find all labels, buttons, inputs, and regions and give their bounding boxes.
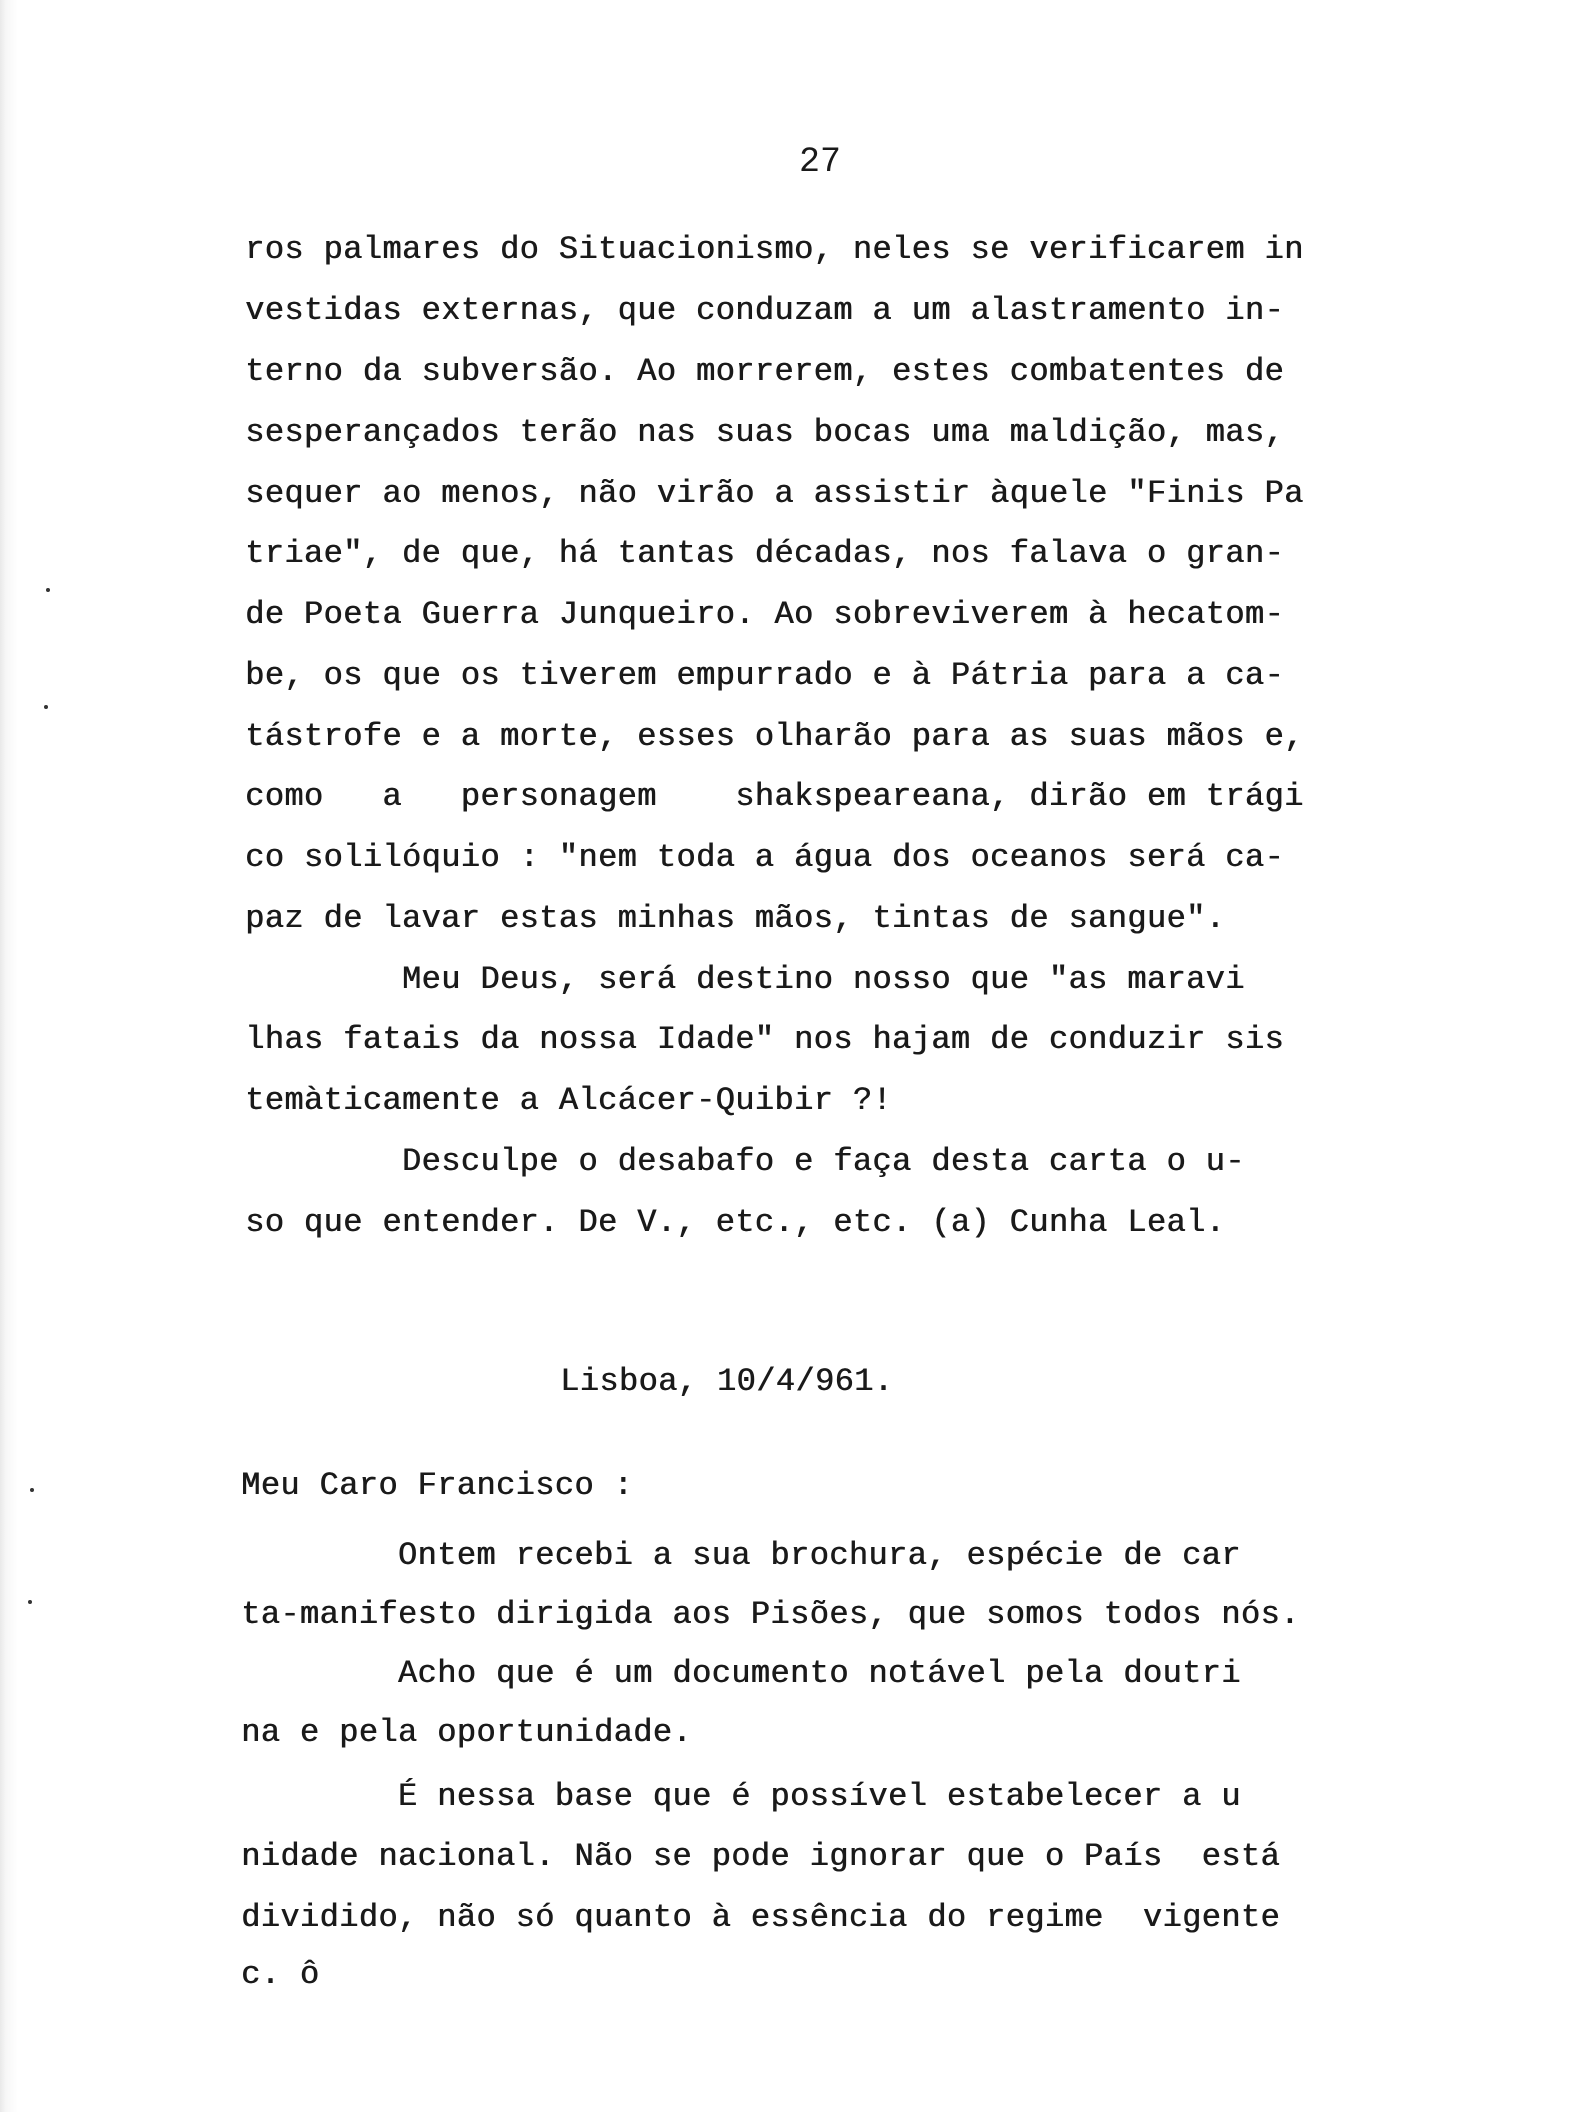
text-line: Ontem recebi a sua brochura, espécie de car: [241, 1537, 1241, 1574]
text-line: tástrofe e a morte, esses olharão para as suas mãos e,: [245, 718, 1304, 755]
scan-speck: [30, 1488, 34, 1492]
scan-speck: [46, 588, 50, 592]
letter-salutation: Meu Caro Francisco :: [241, 1467, 634, 1504]
page-number: 27: [798, 142, 841, 182]
text-line: be, os que os tiverem empurrado e à Pátria para a ca-: [245, 657, 1284, 694]
text-line: sequer ao menos, não virão a assistir àquele "Finis Pa: [245, 475, 1304, 512]
text-line: ros palmares do Situacionismo, neles se verificarem in: [245, 231, 1304, 268]
text-line: Desculpe o desabafo e faça desta carta o u-: [245, 1143, 1245, 1180]
text-line: triae", de que, há tantas décadas, nos falava o gran-: [245, 535, 1284, 572]
text-line: lhas fatais da nossa Idade" nos hajam de conduzir sis: [245, 1021, 1284, 1058]
text-line: nidade nacional. Não se pode ignorar que o País está: [241, 1838, 1280, 1875]
text-line: so que entender. De V., etc., etc. (a) Cunha Leal.: [245, 1204, 1226, 1241]
text-line: como a personagem shakspeareana, dirão em trági: [245, 778, 1304, 815]
text-line: terno da subversão. Ao morrerem, estes combatentes de: [245, 353, 1284, 390]
text-line: c. ô: [241, 1956, 320, 1993]
text-line: sesperançados terão nas suas bocas uma maldição, mas,: [245, 414, 1284, 451]
text-line: temàticamente a Alcácer-Quibir ?!: [245, 1082, 892, 1119]
text-line: paz de lavar estas minhas mãos, tintas de sangue".: [245, 900, 1226, 937]
text-line: É nessa base que é possível estabelecer a u: [241, 1778, 1241, 1815]
text-line: ta-manifesto dirigida aos Pisões, que somos todos nós.: [241, 1596, 1300, 1633]
scan-speck: [28, 1600, 32, 1604]
text-line: de Poeta Guerra Junqueiro. Ao sobreviverem à hecatom-: [245, 596, 1284, 633]
text-line: na e pela oportunidade.: [241, 1714, 692, 1751]
letter-dateline: Lisboa, 10/4/961.: [560, 1363, 894, 1400]
scan-speck: [44, 705, 48, 709]
text-line: Meu Deus, será destino nosso que "as maravi: [245, 961, 1245, 998]
text-line: dividido, não só quanto à essência do regime vigente: [241, 1899, 1280, 1936]
text-line: vestidas externas, que conduzam a um alastramento in-: [245, 292, 1284, 329]
text-line: Acho que é um documento notável pela doutri: [241, 1655, 1241, 1692]
text-line: co solilóquio : "nem toda a água dos oceanos será ca-: [245, 839, 1284, 876]
